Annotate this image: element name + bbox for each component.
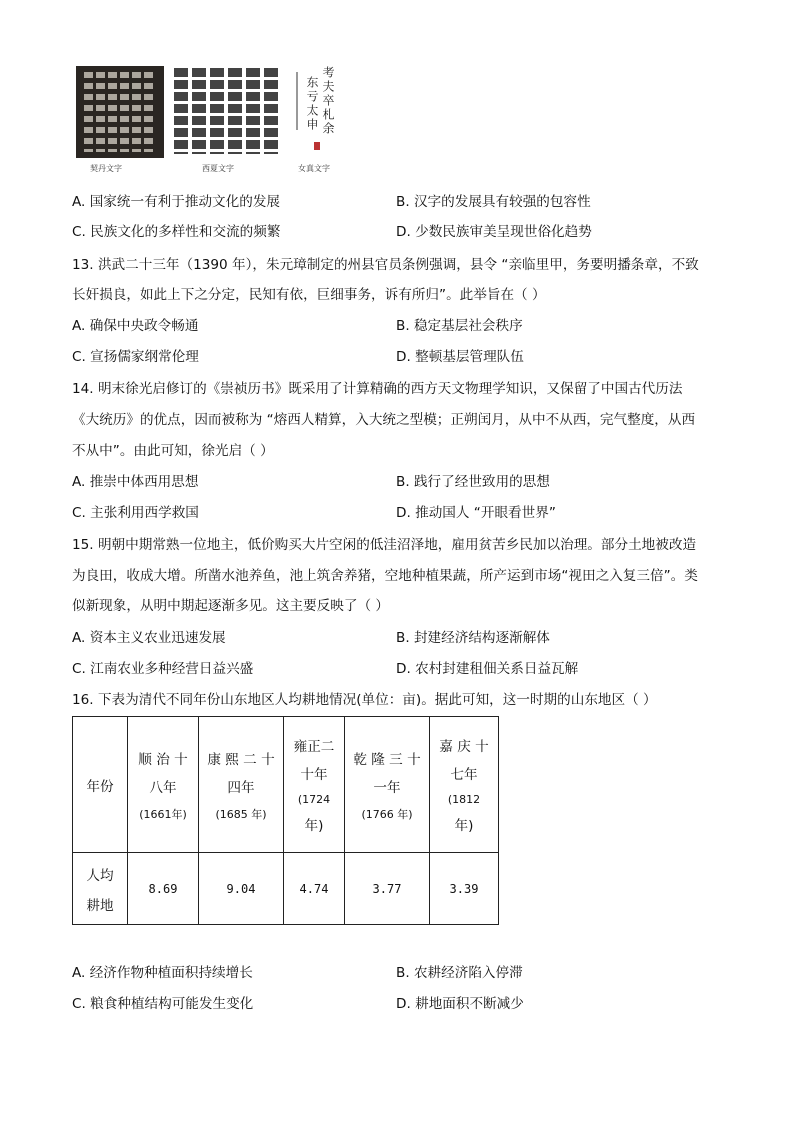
q15-stem-line3: 似新现象，从明中期起逐渐多见。这主要反映了（ ） bbox=[72, 598, 389, 614]
year-cell-1: 顺 治 十 八年 (1661年) bbox=[128, 717, 199, 853]
q12-option-c[interactable]: C. 民族文化的多样性和交流的频繁 bbox=[72, 224, 281, 240]
value-1766: 3.77 bbox=[345, 853, 430, 925]
value-1724: 4.74 bbox=[284, 853, 345, 925]
q13-stem-line2: 长奸损良，如此上下之分定，民知有依，巨细事务，诉有所归”。此举旨在（ ） bbox=[72, 287, 546, 303]
q12-option-b[interactable]: B. 汉字的发展具有较强的包容性 bbox=[396, 194, 591, 210]
q12-option-a[interactable]: A. 国家统一有利于推动文化的发展 bbox=[72, 194, 281, 210]
q14-stem-line3: 不从中”。由此可知，徐光启（ ） bbox=[72, 443, 274, 459]
table-row-years bbox=[73, 717, 499, 853]
q16-option-b[interactable]: B. 农耕经济陷入停滞 bbox=[396, 965, 523, 981]
table-row-farmland bbox=[73, 853, 499, 925]
nvzhen-glyphs-col1: 考夫卒札余 bbox=[321, 66, 335, 136]
xixia-script-image bbox=[172, 66, 290, 158]
nvzhen-glyphs-col2: 东亏太申 bbox=[305, 76, 319, 132]
q15-option-a[interactable]: A. 资本主义农业迅速发展 bbox=[72, 630, 226, 646]
caption-nvzhen: 女真文字 bbox=[298, 164, 330, 173]
q13-stem-line1: 13. 洪武二十三年（1390 年），朱元璋制定的州县官员条例强调，县令 “亲临里甲，务要明播条章，不致 bbox=[72, 257, 699, 273]
value-1685: 9.04 bbox=[199, 853, 284, 925]
khitan-script-image bbox=[76, 66, 164, 158]
q15-stem-line1: 15. 明朝中期常熟一位地主，低价购买大片空闲的低洼沼泽地，雇用贫苦乡民加以治理。部分土地被改造 bbox=[72, 537, 697, 553]
value-1661: 8.69 bbox=[128, 853, 199, 925]
q14-stem-line1: 14. 明末徐光启修订的《崇祯历书》既采用了计算精确的西方天文物理学知识，又保留了中国古代历法 bbox=[72, 381, 683, 397]
q12-option-d[interactable]: D. 少数民族审美呈现世俗化趋势 bbox=[396, 224, 592, 240]
caption-khitan: 契丹文字 bbox=[90, 164, 122, 173]
value-1812: 3.39 bbox=[430, 853, 499, 925]
q13-option-b[interactable]: B. 稳定基层社会秩序 bbox=[396, 318, 523, 334]
q16-option-c[interactable]: C. 粮食种植结构可能发生变化 bbox=[72, 996, 254, 1012]
nvzhen-script-image bbox=[296, 66, 342, 158]
q14-option-d[interactable]: D. 推动国人 “开眼看世界” bbox=[396, 505, 556, 521]
q13-option-c[interactable]: C. 宣扬儒家纲常伦理 bbox=[72, 349, 199, 365]
script-images bbox=[72, 66, 342, 176]
q16-stem: 16. 下表为清代不同年份山东地区人均耕地情况(单位：亩)。据此可知，这一时期的山东地区（ ） bbox=[72, 692, 657, 708]
header-farmland: 人均 耕地 bbox=[73, 853, 128, 925]
q14-stem-line2: 《大统历》的优点，因而被称为 “熔西人精算，入大统之型模；正朔闰月，从中不从西，完气整度，从西 bbox=[72, 412, 696, 428]
q13-option-d[interactable]: D. 整顿基层管理队伍 bbox=[396, 349, 524, 365]
q13-option-a[interactable]: A. 确保中央政令畅通 bbox=[72, 318, 199, 334]
seal-mark bbox=[314, 142, 320, 150]
year-cell-2: 康 熙 二 十 四年 (1685 年) bbox=[199, 717, 284, 853]
q15-option-d[interactable]: D. 农村封建租佃关系日益瓦解 bbox=[396, 661, 579, 677]
q14-option-a[interactable]: A. 推崇中体西用思想 bbox=[72, 474, 199, 490]
year-cell-3: 雍正二 十年 (1724 年) bbox=[284, 717, 345, 853]
q16-option-a[interactable]: A. 经济作物种植面积持续增长 bbox=[72, 965, 253, 981]
q16-option-d[interactable]: D. 耕地面积不断减少 bbox=[396, 996, 524, 1012]
q16-farmland-table bbox=[72, 716, 499, 925]
q14-option-b[interactable]: B. 践行了经世致用的思想 bbox=[396, 474, 550, 490]
header-year: 年份 bbox=[73, 717, 128, 853]
q15-stem-line2: 为良田，收成大增。所凿水池养鱼，池上筑舍养猪，空地种植果蔬，所产运到市场“视田之入复三倍”。类 bbox=[72, 568, 698, 584]
q15-option-b[interactable]: B. 封建经济结构逐渐解体 bbox=[396, 630, 550, 646]
q15-option-c[interactable]: C. 江南农业多种经营日益兴盛 bbox=[72, 661, 254, 677]
caption-xixia: 西夏文字 bbox=[202, 164, 234, 173]
year-cell-5: 嘉 庆 十 七年 (1812 年) bbox=[430, 717, 499, 853]
year-cell-4: 乾 隆 三 十 一年 (1766 年) bbox=[345, 717, 430, 853]
q14-option-c[interactable]: C. 主张利用西学救国 bbox=[72, 505, 199, 521]
